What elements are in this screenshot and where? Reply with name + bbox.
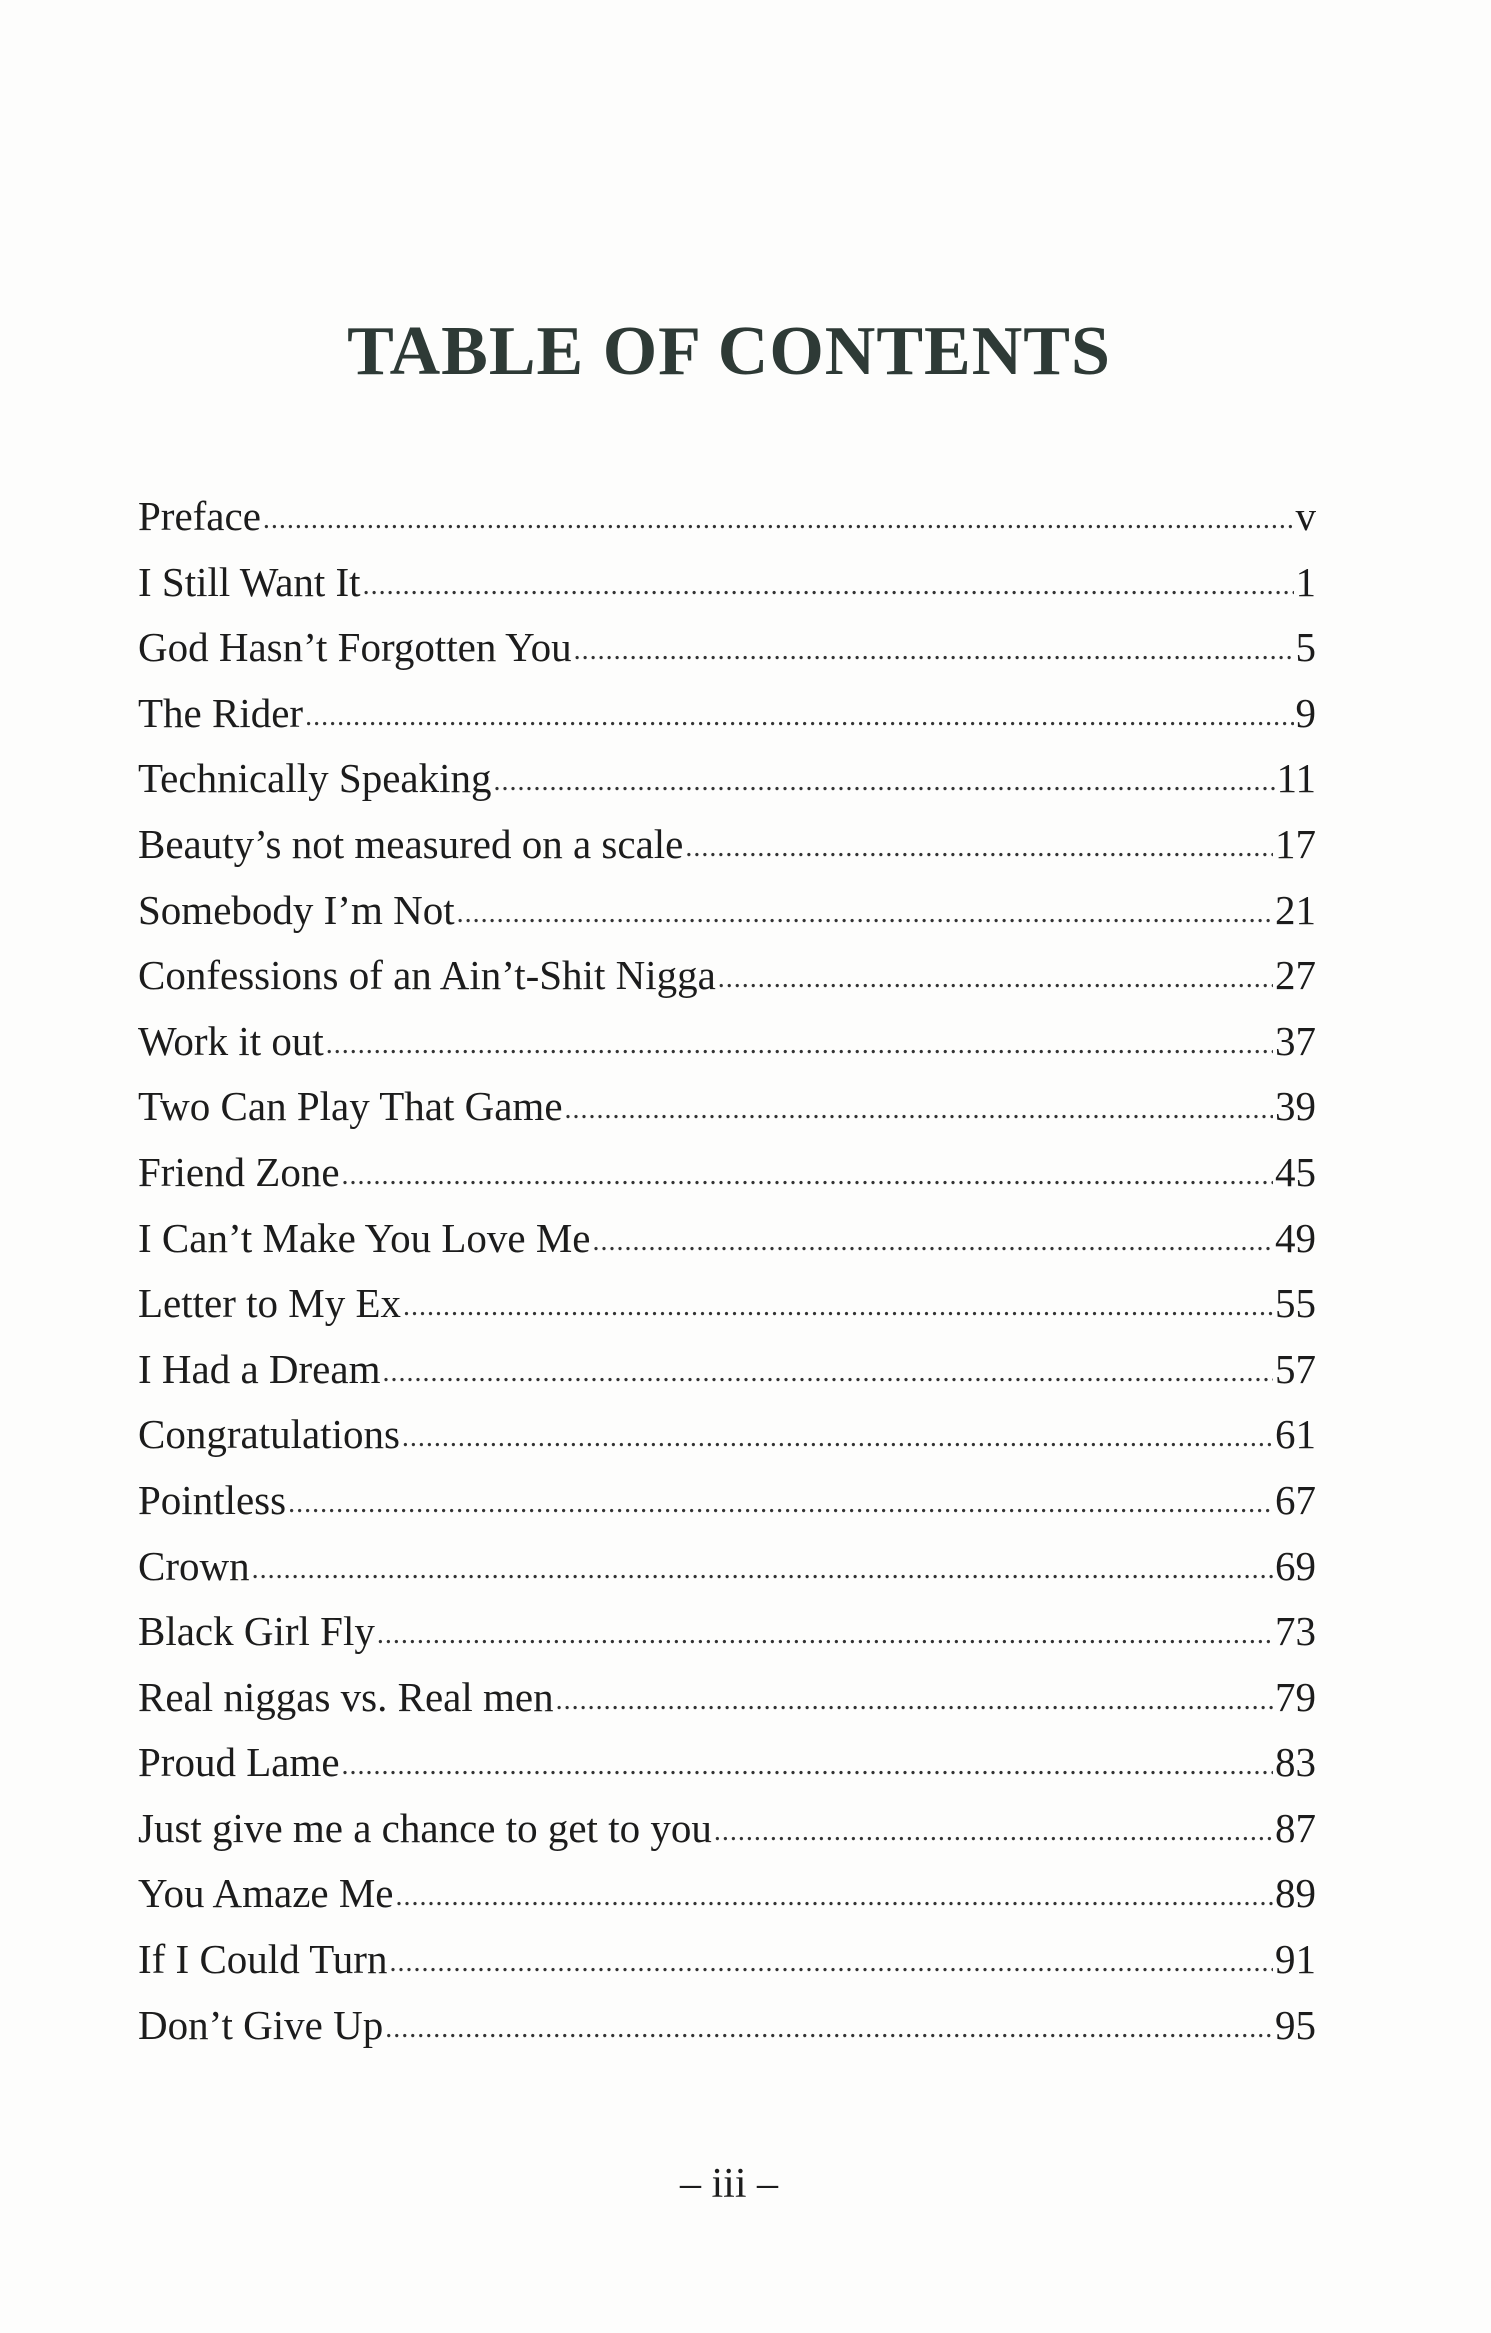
toc-entry [138,1206,1316,1272]
dot-leader [288,1466,1273,1537]
toc-entry [138,484,1316,550]
toc-entry [138,1993,1316,2059]
dot-leader [565,1072,1273,1143]
toc-entry-page: 91 [1275,1936,1316,1983]
toc-entry-page: 17 [1275,820,1316,867]
toc-entry-page: 79 [1275,1673,1316,1720]
toc-entry-title: You Amaze Me [138,1870,394,1917]
dot-leader [592,1204,1273,1275]
toc-entry-page: 61 [1275,1411,1316,1458]
toc-entry [138,878,1316,944]
toc-entry [138,746,1316,812]
toc-entry [138,1074,1316,1140]
dot-leader [385,1991,1273,2062]
dot-leader [556,1663,1273,1734]
toc-entry [138,1468,1316,1534]
toc-entry [138,1534,1316,1600]
toc-entry-title: If I Could Turn [138,1936,388,1983]
dot-leader [396,1859,1274,1930]
toc-entry-page: 39 [1275,1083,1316,1130]
dot-leader [457,876,1273,947]
toc-entry-page: 69 [1275,1542,1316,1589]
table-of-contents [138,484,1316,2058]
toc-entry-title: Real niggas vs. Real men [138,1673,554,1720]
dot-leader [342,1138,1273,1209]
toc-entry-title: The Rider [138,689,304,736]
dot-leader [494,744,1275,815]
toc-entry-page: 89 [1275,1870,1316,1917]
toc-entry-title: Work it out [138,1017,324,1064]
toc-entry [138,550,1316,616]
toc-entry-title: Pointless [138,1476,287,1523]
toc-entry [138,615,1316,681]
dot-leader [574,613,1294,684]
dot-leader [389,1925,1273,1996]
toc-entry-title: Letter to My Ex [138,1280,402,1327]
toc-entry [138,812,1316,878]
dot-leader [263,482,1294,553]
dot-leader [377,1597,1273,1668]
toc-entry [138,1271,1316,1337]
toc-entry-title: Black Girl Fly [138,1608,375,1655]
page-number: – iii – [679,2161,778,2207]
toc-entry-page: 5 [1295,624,1316,671]
toc-entry-title: I Can’t Make You Love Me [138,1214,591,1261]
toc-entry [138,1796,1316,1862]
toc-entry-title: Proud Lame [138,1739,340,1786]
dot-leader [714,1794,1273,1865]
dot-leader [402,1400,1273,1471]
toc-entry-title: God Hasn’t Forgotten You [138,624,572,671]
toc-entry-title: Beauty’s not measured on a scale [138,820,684,867]
dot-leader [403,1269,1273,1340]
toc-entry [138,681,1316,747]
toc-entry [138,1337,1316,1403]
toc-entry-title: Preface [138,493,261,539]
toc-entry [138,1665,1316,1731]
toc-entry-page: 27 [1275,952,1316,999]
toc-entry-title: Friend Zone [138,1148,340,1195]
toc-entry-page: 21 [1275,886,1316,933]
toc-entry [138,1730,1316,1796]
toc-entry-title: Technically Speaking [138,755,492,802]
toc-entry-page: 87 [1275,1804,1316,1851]
toc-entry [138,1861,1316,1927]
page-title: TABLE OF CONTENTS [347,313,1111,390]
toc-entry-title: Crown [138,1542,250,1589]
toc-entry [138,1402,1316,1468]
dot-leader [252,1532,1273,1603]
toc-entry-page: 57 [1275,1345,1316,1392]
toc-entry-page: 67 [1275,1476,1316,1523]
toc-entry-title: Somebody I’m Not [138,886,455,933]
toc-entry [138,1140,1316,1206]
toc-entry-page: 1 [1295,558,1316,605]
toc-entry-page: 45 [1275,1148,1316,1195]
toc-entry-page: v [1295,493,1316,539]
toc-entry [138,943,1316,1009]
toc-entry-page: 83 [1275,1739,1316,1786]
toc-entry-title: Don’t Give Up [138,2001,384,2048]
toc-entry-title: Confessions of an Ain’t-Shit Nigga [138,952,716,999]
toc-entry-page: 95 [1275,2001,1316,2048]
toc-entry-page: 37 [1275,1017,1316,1064]
toc-entry-title: I Had a Dream [138,1345,381,1392]
toc-entry [138,1599,1316,1665]
toc-entry-page: 9 [1295,689,1316,736]
toc-entry-title: I Still Want It [138,558,361,605]
toc-entry-title: Congratulations [138,1411,400,1458]
dot-leader [382,1335,1273,1406]
toc-entry-title: Two Can Play That Game [138,1083,563,1130]
toc-entry-page: 55 [1275,1280,1316,1327]
toc-entry-page: 49 [1275,1214,1316,1261]
dot-leader [685,810,1273,881]
dot-leader [305,679,1293,750]
dot-leader [326,1007,1273,1078]
toc-entry-title: Just give me a chance to get to you [138,1804,712,1851]
toc-entry [138,1927,1316,1993]
dot-leader [342,1728,1273,1799]
dot-leader [718,941,1273,1012]
toc-entry-page: 73 [1275,1608,1316,1655]
toc-entry-page: 11 [1276,755,1316,802]
toc-entry [138,1009,1316,1075]
dot-leader [363,548,1294,619]
